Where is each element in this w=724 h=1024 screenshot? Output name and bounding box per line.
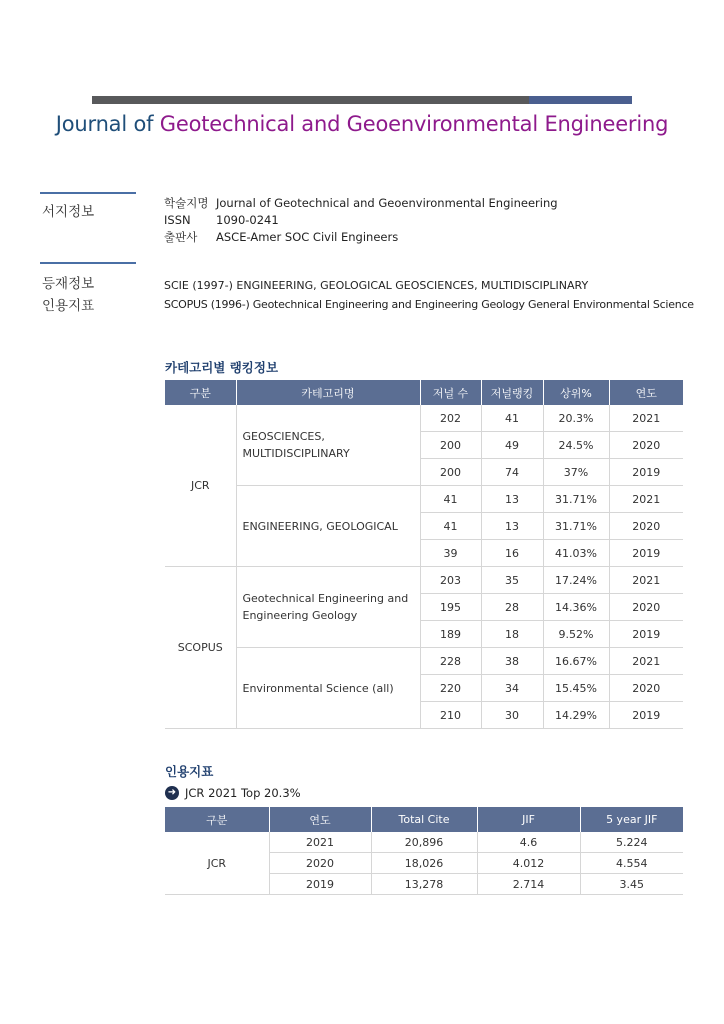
journal-rank: 49 xyxy=(481,432,543,459)
table-row xyxy=(165,648,683,675)
category-cell: GEOSCIENCES, MULTIDISCIPLINARY xyxy=(236,405,420,486)
col-header: JIF xyxy=(477,807,580,832)
journal-rank: 13 xyxy=(481,486,543,513)
col-header: 연도 xyxy=(609,380,683,405)
category-cell: ENGINEERING, GEOLOGICAL xyxy=(236,486,420,567)
top-percent: 20.3% xyxy=(543,405,609,432)
col-header: 구분 xyxy=(165,380,236,405)
top-percent: 14.29% xyxy=(543,702,609,729)
five-year-jif: 4.554 xyxy=(580,853,683,874)
bib-value: ASCE-Amer SOC Civil Engineers xyxy=(216,230,399,244)
table-row xyxy=(165,486,683,513)
arrow-right-circle-icon: ➜ xyxy=(165,786,179,800)
jif: 4.6 xyxy=(477,832,580,853)
category-cell: Geotechnical Engineering and Engineering Geology xyxy=(236,567,420,648)
bib-row-issn xyxy=(164,212,558,229)
rank-section-title: 카테고리별 랭킹정보 xyxy=(165,360,279,375)
col-header: Total Cite xyxy=(371,807,477,832)
journal-count: 41 xyxy=(420,513,481,540)
top-percent: 24.5% xyxy=(543,432,609,459)
journal-count: 200 xyxy=(420,459,481,486)
year: 2020 xyxy=(609,594,683,621)
bib-label: 출판사 xyxy=(164,230,198,244)
year: 2019 xyxy=(609,540,683,567)
year: 2020 xyxy=(269,853,371,874)
source-cell: SCOPUS xyxy=(165,567,236,729)
journal-count: 202 xyxy=(420,405,481,432)
year: 2019 xyxy=(609,621,683,648)
top-percent: 31.71% xyxy=(543,486,609,513)
journal-rank: 74 xyxy=(481,459,543,486)
journal-title-prefix: Journal of xyxy=(55,112,154,136)
jif: 2.714 xyxy=(477,874,580,895)
citation-table xyxy=(165,807,683,895)
registration-scopus: SCOPUS (1996-) Geotechnical Engineering and Engineering Geology General Environmental Science xyxy=(164,298,694,311)
category-cell: Environmental Science (all) xyxy=(236,648,420,729)
table-row xyxy=(165,405,683,432)
journal-title xyxy=(0,112,724,136)
year: 2020 xyxy=(609,513,683,540)
bib-label: ISSN xyxy=(164,213,191,227)
total-cite: 20,896 xyxy=(371,832,477,853)
cite-highlight-text: JCR 2021 Top 20.3% xyxy=(185,786,301,800)
col-header: 구분 xyxy=(165,807,269,832)
journal-count: 210 xyxy=(420,702,481,729)
journal-rank: 38 xyxy=(481,648,543,675)
registration-info xyxy=(164,276,694,314)
top-percent: 17.24% xyxy=(543,567,609,594)
bib-label: 학술지명 xyxy=(164,196,209,210)
table-row xyxy=(165,567,683,594)
journal-rank: 41 xyxy=(481,405,543,432)
journal-rank: 34 xyxy=(481,675,543,702)
journal-count: 195 xyxy=(420,594,481,621)
bib-info xyxy=(164,195,558,246)
journal-count: 200 xyxy=(420,432,481,459)
journal-rank: 35 xyxy=(481,567,543,594)
section-rule-reg xyxy=(40,262,136,264)
col-header: 저널랭킹 xyxy=(481,380,543,405)
header-bar xyxy=(92,96,632,104)
citation-header-row xyxy=(165,807,683,832)
five-year-jif: 5.224 xyxy=(580,832,683,853)
top-percent: 9.52% xyxy=(543,621,609,648)
year: 2021 xyxy=(609,648,683,675)
journal-count: 228 xyxy=(420,648,481,675)
total-cite: 13,278 xyxy=(371,874,477,895)
journal-rank: 16 xyxy=(481,540,543,567)
year: 2020 xyxy=(609,675,683,702)
top-percent: 15.45% xyxy=(543,675,609,702)
jif: 4.012 xyxy=(477,853,580,874)
journal-count: 39 xyxy=(420,540,481,567)
journal-count: 189 xyxy=(420,621,481,648)
top-percent: 14.36% xyxy=(543,594,609,621)
total-cite: 18,026 xyxy=(371,853,477,874)
col-header: 5 year JIF xyxy=(580,807,683,832)
source-cell: JCR xyxy=(165,832,269,895)
col-header: 상위% xyxy=(543,380,609,405)
journal-rank: 30 xyxy=(481,702,543,729)
bib-value: Journal of Geotechnical and Geoenvironmental Engineering xyxy=(216,196,558,210)
header-bar-dark xyxy=(92,96,529,104)
year: 2021 xyxy=(609,567,683,594)
journal-count: 41 xyxy=(420,486,481,513)
source-cell: JCR xyxy=(165,405,236,567)
journal-count: 203 xyxy=(420,567,481,594)
journal-rank: 18 xyxy=(481,621,543,648)
top-percent: 37% xyxy=(543,459,609,486)
ranking-header-row xyxy=(165,380,683,405)
table-row xyxy=(165,832,683,853)
ranking-table xyxy=(165,380,683,729)
year: 2020 xyxy=(609,432,683,459)
bib-row-title xyxy=(164,195,558,212)
cite-highlight xyxy=(165,786,301,800)
journal-count: 220 xyxy=(420,675,481,702)
year: 2021 xyxy=(609,486,683,513)
year: 2019 xyxy=(269,874,371,895)
year: 2019 xyxy=(609,702,683,729)
bib-row-publisher xyxy=(164,229,558,246)
year: 2021 xyxy=(609,405,683,432)
registration-scie: SCIE (1997-) ENGINEERING, GEOLOGICAL GEOSCIENCES, MULTIDISCIPLINARY xyxy=(164,279,589,292)
section-rule-bib xyxy=(40,192,136,194)
bib-value: 1090-0241 xyxy=(216,213,279,227)
year: 2021 xyxy=(269,832,371,853)
section-label-cite: 인용지표 xyxy=(42,298,95,314)
top-percent: 41.03% xyxy=(543,540,609,567)
cite-section-title: 인용지표 xyxy=(165,764,214,779)
col-header: 저널 수 xyxy=(420,380,481,405)
section-label-bib: 서지정보 xyxy=(42,204,95,220)
journal-title-main: Geotechnical and Geoenvironmental Engineering xyxy=(159,112,669,136)
col-header: 카테고리명 xyxy=(236,380,420,405)
header-bar-accent xyxy=(529,96,632,104)
journal-rank: 28 xyxy=(481,594,543,621)
top-percent: 16.67% xyxy=(543,648,609,675)
journal-rank: 13 xyxy=(481,513,543,540)
year: 2019 xyxy=(609,459,683,486)
five-year-jif: 3.45 xyxy=(580,874,683,895)
section-label-reg: 등재정보 xyxy=(42,276,95,292)
col-header: 연도 xyxy=(269,807,371,832)
top-percent: 31.71% xyxy=(543,513,609,540)
